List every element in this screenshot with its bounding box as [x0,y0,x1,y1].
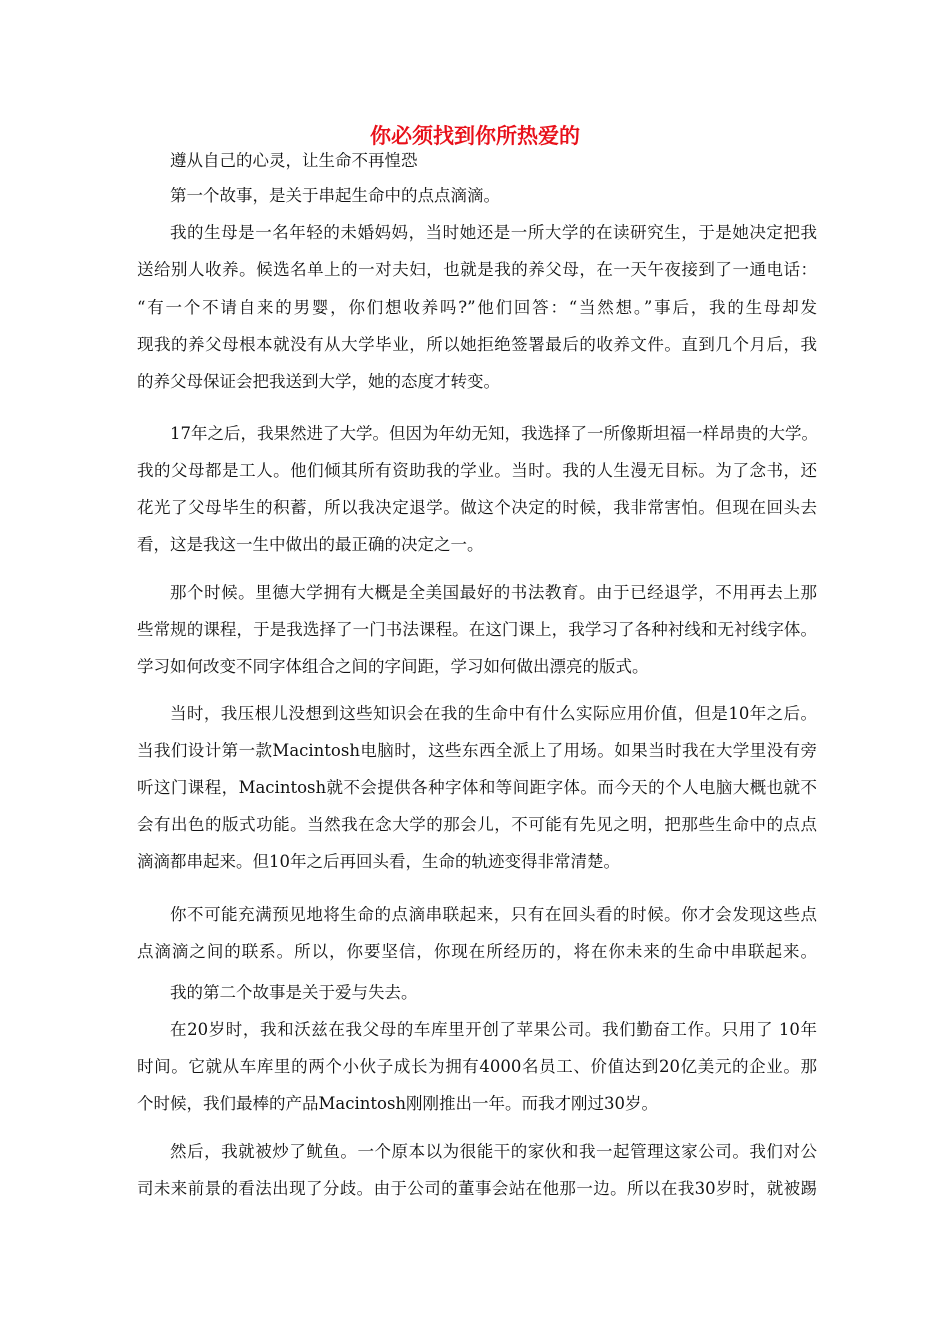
text-line: 看，这是我这一生中做出的最正确的决定之一。 [137,535,484,554]
text-line: 的养父母保证会把我送到大学，她的态度才转变。 [137,372,500,391]
text-line: 我的第二个故事是关于爱与失去。 [170,983,418,1002]
text-line: 个时候，我们最棒的产品Macintosh刚刚推出一年。而我才刚过30岁。 [137,1094,659,1113]
text-line: 现我的养父母根本就没有从大学毕业，所以她拒绝签署最后的收养文件。直到几个月后，我 [137,335,817,354]
document-title: 你必须找到你所热爱的 [370,124,580,148]
text-line: 时间。它就从车库里的两个小伙子成长为拥有4000名员工、价值达到20亿美元的企业。那 [137,1057,817,1076]
text-line: 在20岁时，我和沃兹在我父母的车库里开创了苹果公司。我们勤奋工作。只用了 10年 [170,1020,817,1039]
text-line: 听这门课程，Macintosh就不会提供各种字体和等间距字体。而今天的个人电脑大概也就不 [137,778,817,797]
text-line: 当时，我压根儿没想到这些知识会在我的生命中有什么实际应用价值，但是10年之后。 [170,704,817,723]
text-line: 会有出色的版式功能。当然我在念大学的那会儿，不可能有先见之明，把那些生命中的点点 [137,815,817,834]
text-line: 你不可能充满预见地将生命的点滴串联起来，只有在回头看的时候。你才会发现这些点 [170,905,817,924]
text-line: 那个时候。里德大学拥有大概是全美国最好的书法教育。由于已经退学，不用再去上那 [170,583,817,602]
text-line: 17年之后，我果然进了大学。但因为年幼无知，我选择了一所像斯坦福一样昂贵的大学。 [170,424,818,443]
text-line: 花光了父母毕生的积蓄，所以我决定退学。做这个决定的时候，我非常害怕。但现在回头去 [137,498,817,517]
text-line: 第一个故事，是关于串起生命中的点点滴滴。 [170,186,500,205]
text-line: 点滴滴之间的联系。所以，你要坚信，你现在所经历的，将在你未来的生命中串联起来。 [137,942,817,961]
text-line: 些常规的课程，于是我选择了一门书法课程。在这门课上，我学习了各种衬线和无衬线字体。 [137,620,817,639]
text-line: 然后，我就被炒了鱿鱼。一个原本以为很能干的家伙和我一起管理这家公司。我们对公 [170,1142,817,1161]
text-line: “有一个不请自来的男婴，你们想收养吗?”他们回答：“当然想。”事后，我的生母却发 [137,298,817,317]
subtitle-line: 遵从自己的心灵，让生命不再惶恐 [170,151,418,170]
text-line: 当我们设计第一款Macintosh电脑时，这些东西全派上了用场。如果当时我在大学里没有旁 [137,741,817,760]
text-line: 司未来前景的看法出现了分歧。由于公司的董事会站在他那一边。所以在我30岁时，就被踢 [137,1179,817,1198]
text-line: 学习如何改变不同字体组合之间的字间距，学习如何做出漂亮的版式。 [137,657,649,676]
text-line: 我的生母是一名年轻的未婚妈妈，当时她还是一所大学的在读研究生，于是她决定把我 [170,223,817,242]
text-line: 我的父母都是工人。他们倾其所有资助我的学业。当时。我的人生漫无目标。为了念书，还 [137,461,817,480]
text-line: 送给别人收养。候选名单上的一对夫妇，也就是我的养父母，在一天午夜接到了一通电话： [137,260,817,279]
text-line: 滴滴都串起来。但10年之后再回头看，生命的轨迹变得非常清楚。 [137,852,620,871]
